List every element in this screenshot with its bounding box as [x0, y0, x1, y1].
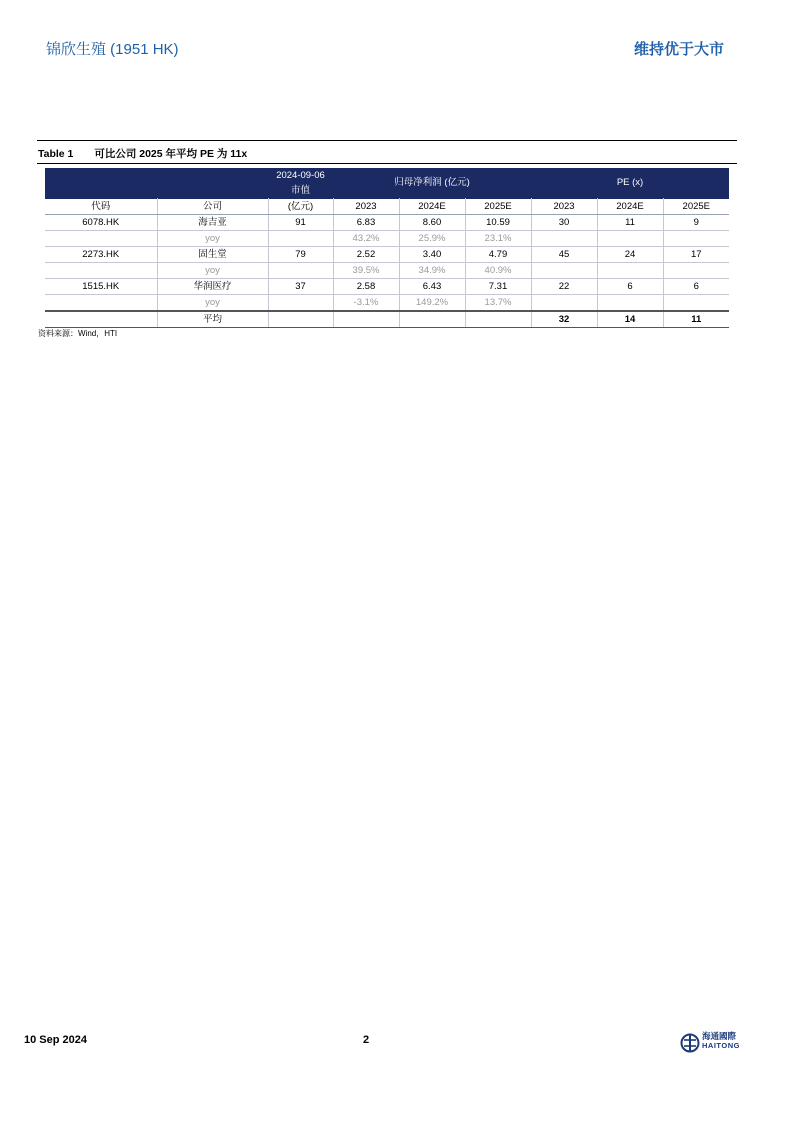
company-name: 华润医疗 — [157, 279, 268, 295]
yoy-row — [45, 263, 729, 279]
yoy-value: 34.9% — [399, 263, 465, 279]
profit-value: 6.43 — [399, 279, 465, 295]
yoy-label: yoy — [157, 263, 268, 279]
yoy-value: 149.2% — [399, 295, 465, 312]
table-caption — [38, 146, 247, 161]
pe-value: 6 — [597, 279, 663, 295]
yoy-value: 23.1% — [465, 231, 531, 247]
column-header-row — [45, 199, 729, 215]
pe-value: 17 — [663, 247, 729, 263]
average-pe: 32 — [531, 311, 597, 328]
yoy-value: 40.9% — [465, 263, 531, 279]
table-row — [45, 215, 729, 231]
pe-value: 9 — [663, 215, 729, 231]
stock-code: 6078.HK — [45, 215, 157, 231]
col-profit-2024e: 2024E — [399, 199, 465, 215]
stock-code: 2273.HK — [45, 247, 157, 263]
col-company: 公司 — [157, 199, 268, 215]
yoy-value: 13.7% — [465, 295, 531, 312]
yoy-value: 39.5% — [333, 263, 399, 279]
company-name: 海吉亚 — [157, 215, 268, 231]
mktcap-header: 市值 — [268, 184, 333, 199]
pe-header: PE (x) — [531, 168, 729, 199]
table-title: 可比公司 2025 年平均 PE 为 11x — [94, 148, 248, 160]
date-header: 2024-09-06 — [268, 168, 333, 184]
report-date: 10 Sep 2024 — [24, 1034, 87, 1046]
market-cap: 79 — [268, 247, 333, 263]
profit-header: 归母净利润 (亿元) — [333, 168, 531, 199]
col-code: 代码 — [45, 199, 157, 215]
yoy-value: 25.9% — [399, 231, 465, 247]
profit-value: 7.31 — [465, 279, 531, 295]
pe-value: 24 — [597, 247, 663, 263]
col-pe-2024e: 2024E — [597, 199, 663, 215]
profit-value: 3.40 — [399, 247, 465, 263]
profit-value: 10.59 — [465, 215, 531, 231]
logo-en: HAITONG — [702, 1041, 740, 1050]
haitong-logo — [680, 1031, 750, 1055]
col-pe-2023: 2023 — [531, 199, 597, 215]
profit-value: 2.58 — [333, 279, 399, 295]
profit-value: 4.79 — [465, 247, 531, 263]
table-row — [45, 247, 729, 263]
col-profit-2025e: 2025E — [465, 199, 531, 215]
source-note: 资料来源：Wind，HTI — [38, 329, 118, 338]
yoy-label: yoy — [157, 231, 268, 247]
col-cap-unit: (亿元) — [268, 199, 333, 215]
market-cap: 37 — [268, 279, 333, 295]
pe-value: 22 — [531, 279, 597, 295]
stock-code: 1515.HK — [45, 279, 157, 295]
logo-cn: 海通國際 — [702, 1031, 737, 1041]
header-row-1 — [45, 168, 729, 184]
yoy-label: yoy — [157, 295, 268, 312]
caption-top-rule — [37, 140, 737, 141]
profit-value: 8.60 — [399, 215, 465, 231]
average-label: 平均 — [157, 311, 268, 328]
col-profit-2023: 2023 — [333, 199, 399, 215]
pe-value: 30 — [531, 215, 597, 231]
pe-value: 11 — [597, 215, 663, 231]
yoy-value: 43.2% — [333, 231, 399, 247]
average-pe: 11 — [663, 311, 729, 328]
page-number: 2 — [363, 1034, 370, 1046]
logo-text — [702, 1031, 740, 1051]
pe-value: 6 — [663, 279, 729, 295]
company-name: 固生堂 — [157, 247, 268, 263]
pe-value: 45 — [531, 247, 597, 263]
caption-bottom-rule — [37, 163, 737, 164]
average-row — [45, 311, 729, 328]
yoy-row — [45, 231, 729, 247]
average-pe: 14 — [597, 311, 663, 328]
table-number: Table 1 — [38, 148, 74, 160]
report-title: 锦欣生殖 (1951 HK) — [46, 41, 179, 58]
rating: 维持优于大市 — [633, 41, 724, 58]
yoy-value: -3.1% — [333, 295, 399, 312]
profit-value: 6.83 — [333, 215, 399, 231]
yoy-row — [45, 295, 729, 312]
table-row — [45, 279, 729, 295]
haitong-logo-icon — [680, 1033, 700, 1053]
comparable-companies-table — [45, 168, 729, 328]
col-pe-2025e: 2025E — [663, 199, 729, 215]
market-cap: 91 — [268, 215, 333, 231]
profit-value: 2.52 — [333, 247, 399, 263]
